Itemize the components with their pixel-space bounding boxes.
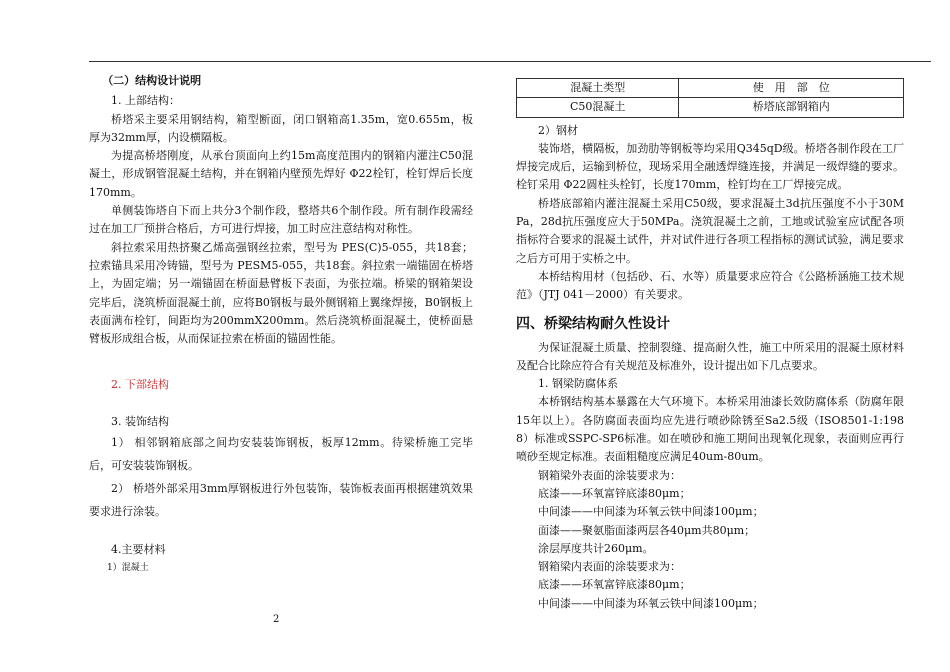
paragraph: 为提高桥塔刚度，从承台顶面向上约15m高度范围内的钢箱内灌注C50混凝土，形成钢管混凝土结构，并在钢箱内壁预先焊好 Φ22栓钉，栓钉焊后长度170mm。 bbox=[89, 149, 473, 199]
spacer bbox=[89, 395, 473, 413]
table-header-cell: 混凝土类型 bbox=[517, 79, 679, 98]
subsection-title: 2）钢材 bbox=[538, 123, 578, 137]
right-column bbox=[516, 72, 904, 613]
sub-item: 1）混凝土 bbox=[107, 563, 149, 574]
spacer bbox=[89, 523, 473, 541]
paragraph: 装饰塔，横隔板，加劲肋等钢板等均采用Q345qD级。桥塔各制作段在工厂焊接完成后，运输到桥位，现场采用全融透焊缝连接，并满足一级焊缝的要求。栓钉采用 Φ22圆柱头栓钉，长度170mm，栓钉均在工厂焊接完成。 bbox=[516, 141, 904, 192]
list-item: 中间漆——中间漆为环氧云铁中间漆100μm； bbox=[538, 596, 764, 610]
paragraph: 桥塔底部箱内灌注混凝土采用C50级，要求混凝土3d抗压强度不小于30MPa，28d抗压强度应大于50MPa。浇筑混凝土之前，工地或试验室应试配各项指标符合要求的混凝土试件，并对试件进行各项工程指标的测试试验，满足要求之后方可用于实桥之中。 bbox=[516, 196, 904, 265]
list-title: 钢箱梁内表面的涂装要求为： bbox=[538, 560, 681, 574]
page-number: 2 bbox=[273, 614, 280, 625]
subsection-title: 1. 钢梁防腐体系 bbox=[538, 377, 618, 391]
list-item: 涂层厚度共计260μm。 bbox=[538, 541, 654, 555]
table-row bbox=[517, 98, 904, 117]
list-item: 底漆——环氧富锌底漆80μm； bbox=[538, 578, 691, 592]
list-item: 底漆——环氧富锌底漆80μm； bbox=[538, 486, 691, 500]
spacer bbox=[89, 366, 473, 376]
paragraph: 桥塔采主要采用钢结构，箱型断面，闭口钢箱高1.35m，宽0.655m，板厚为32mm厚，内设横隔板。 bbox=[89, 112, 473, 144]
list-item: 中间漆——中间漆为环氧云铁中间漆100μm； bbox=[538, 505, 764, 519]
subsection-title-red: 2. 下部结构 bbox=[111, 378, 169, 392]
subsection-title: 1. 上部结构： bbox=[111, 94, 180, 108]
left-column bbox=[89, 70, 473, 578]
paragraph: 1） 相邻钢箱底部之间均安装装饰钢板，板厚12mm。待梁桥施工完毕后，可安装装饰钢板。 bbox=[89, 436, 473, 473]
spacer bbox=[89, 348, 473, 366]
paragraph: 本桥结构用材（包括砂、石、水等）质量要求应符合《公路桥涵施工技术规范》（JTJ 041－2000）有关要求。 bbox=[516, 269, 904, 302]
paragraph: 单侧装饰塔自下而上共分3个制作段，整塔共6个制作段。所有制作段需经过在加工厂预拼合格后，方可进行焊接，加工时应注意结构对称性。 bbox=[89, 204, 473, 236]
subsection-title: 4.主要材料 bbox=[111, 543, 166, 557]
table-header-row bbox=[517, 79, 904, 98]
paragraph: 本桥钢结构基本暴露在大气环境下。本桥采用油漆长效防腐体系（防腐年限15年以上）。各防腐面表面均应先进行喷砂除锈至Sa2.5级（ISO8501-1:1988）标准或SSPC-SP6标准。如在喷砂和施工期间出现氧化现象，表面则应再行喷砂至规定标准。表面粗糙度应满足40um-80um。 bbox=[516, 395, 904, 464]
table-cell: C50混凝土 bbox=[517, 98, 679, 117]
section-heading: （二）结构设计说明 bbox=[102, 74, 202, 87]
subsection-title: 3. 装饰结构 bbox=[111, 414, 169, 428]
list-item: 面漆——聚氨脂面漆两层各40μm共80μm； bbox=[538, 523, 756, 537]
table-cell: 桥塔底部钢箱内 bbox=[679, 98, 904, 117]
table-header-cell: 使 用 部 位 bbox=[679, 79, 904, 98]
paragraph: 为保证混凝土质量、控制裂缝、提高耐久性，施工中所采用的混凝土原材料及配合比除应符合有关规范及标准外，设计提出如下几点要求。 bbox=[516, 340, 904, 372]
paragraph: 斜拉索采用热挤聚乙烯高强钢丝拉索，型号为 PES(C)5-055，共18套；拉索锚具采用冷铸锚，型号为 PESM5-055，共18套。斜拉索一端锚固在桥塔上，为固定端；另一端锚固在桥面悬臂板下表面，为张拉端。桥梁的钢箱架设完毕后，浇筑桥面混凝土前，应将B0钢板与最外侧钢箱上翼缘焊接，B0钢板上表面满布栓钉，间距均为200mmX200mm。然后浇筑桥面混凝土，使桥面悬臂板形成组合板，从而保证拉索在桥面的锚固性能。 bbox=[89, 240, 473, 346]
header-rule bbox=[89, 61, 931, 62]
chapter-heading: 四、桥梁结构耐久性设计 bbox=[516, 315, 670, 332]
paragraph: 2） 桥塔外部采用3mm厚钢板进行外包装饰，装饰板表面再根据建筑效果要求进行涂装。 bbox=[89, 482, 473, 519]
list-title: 钢箱梁外表面的涂装要求为： bbox=[538, 468, 681, 482]
materials-table bbox=[516, 78, 904, 118]
